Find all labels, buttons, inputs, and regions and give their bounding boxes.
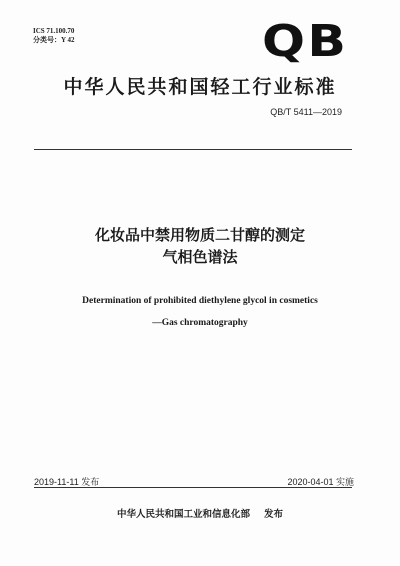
publisher-action: 发布: [264, 509, 284, 520]
title-cn-line1: 化妆品中禁用物质二甘醇的测定: [94, 226, 305, 244]
bottom-divider: [34, 487, 352, 488]
publisher-line: [0, 506, 400, 520]
ics-code: ICS 71.100.70: [33, 27, 75, 35]
implementation-date: 2020-04-01 实施: [287, 477, 354, 487]
publisher-name: 中华人民共和国工业和信息化部: [116, 509, 250, 520]
document-title-en: [0, 290, 400, 334]
title-cn-line2: 气相色谱法: [162, 248, 238, 266]
category-code: 分类号：Y 42: [33, 36, 75, 44]
title-en-line1: Determination of prohibited diethylene glycol in cosmetics: [82, 296, 318, 306]
qb-logo: QB: [262, 16, 349, 67]
classification-block: [33, 27, 75, 45]
standard-number: QB/T 5411—2019: [270, 107, 342, 117]
title-en-line2: —Gas chromatography: [152, 318, 248, 328]
top-divider: [34, 149, 352, 150]
standard-title: 中华人民共和国轻工行业标准: [63, 76, 337, 98]
issue-date: 2019-11-11 发布: [34, 477, 100, 487]
document-title-cn: [0, 224, 400, 268]
